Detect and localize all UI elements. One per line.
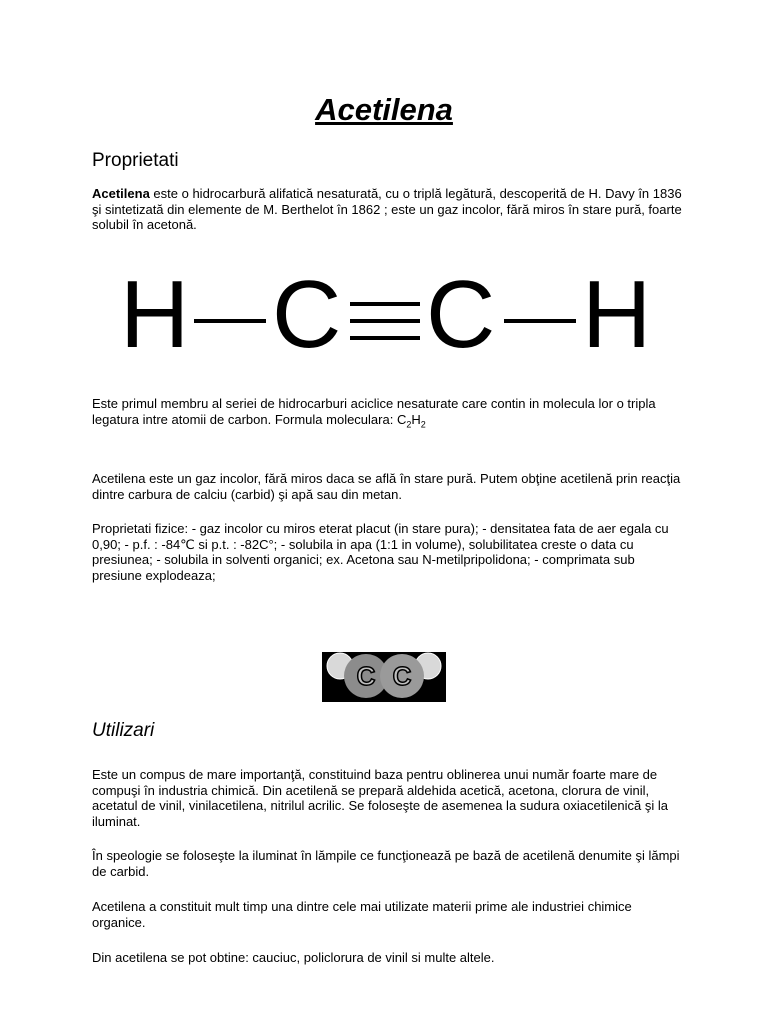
- space-filling-model-image: [322, 652, 446, 702]
- triple-bond-top: [350, 302, 420, 306]
- series-line-1: Este primul membru al seriei de hidrocarburi aciclice nesaturate care contin in molecula lor o: [92, 396, 624, 411]
- series-line-2: tripla legatura intre atomii de carbon.: [92, 396, 656, 427]
- intro-line-1-text: este o hidrocarbură alifatică nesaturată, cu o triplă legătură, descoperită de H.: [149, 186, 602, 201]
- uses-line: denumite şi lămpi de carbid.: [92, 848, 680, 879]
- atom-c-left: C: [272, 261, 342, 368]
- formula-sub-h: 2: [420, 419, 426, 430]
- acetylene-model-icon: [322, 652, 446, 702]
- model-c-right: C: [392, 661, 412, 691]
- intro-line-2: Davy în 1836 şi sintetizată din elemente de M. Berthelot în 1862 ; este un gaz incolor, fără: [92, 186, 682, 217]
- uses-paragraph-4: Din acetilena se pot obtine: cauciuc, policlorura de vinil si multe altele.: [92, 950, 495, 965]
- intro-paragraph: [92, 186, 682, 233]
- physical-item: - gaz incolor cu miros eterat placut (in stare pura);: [191, 521, 479, 536]
- physical-heading: Proprietati fizice:: [92, 521, 189, 536]
- gas-line-2: prin reacţia dintre carbura de calciu (carbid) şi apă sau din metan.: [92, 471, 681, 502]
- heading-proprietati: Proprietati: [92, 150, 179, 171]
- uses-line: În speologie se foloseşte la iluminat în lămpile ce funcţionează pe bază de acetilenă: [92, 848, 575, 863]
- triple-bond-middle: [350, 319, 420, 323]
- document-title: Acetilena: [315, 92, 453, 127]
- formula-sub-c: 2: [406, 419, 412, 430]
- physical-properties: [92, 521, 682, 583]
- formula-line: [274, 411, 426, 430]
- acetylene-structural-formula: [120, 261, 652, 368]
- gas-paragraph: [92, 471, 682, 502]
- uses-line: Acetilena a constituit mult timp una dintre cele mai utilizate materii prime ale industriei: [92, 899, 585, 914]
- physical-item: - solubila in apa (1:1 in volume), solubilitatea creste o data cu presiunea;: [92, 536, 634, 568]
- physical-item: - comprimata sub presiune explodeaza;: [92, 552, 635, 583]
- uses-line: clorura de vinil, acetatul de vinil, vinilacetilena, nitrilul acrilic. Se foloseşte de asemenea la: [92, 782, 650, 814]
- physical-item: - p.f. : -84℃ si p.t. : -82C°;: [124, 536, 278, 552]
- intro-line-3: miros în stare pură, foarte solubil în acetonă.: [92, 201, 682, 233]
- single-bond-right: [504, 319, 576, 323]
- atom-c-right: C: [426, 261, 496, 368]
- heading-utilizari: Utilizari: [92, 720, 155, 741]
- physical-item: - solubila in solventi organici; ex. Acetona sau N-metilpripolidona;: [156, 552, 531, 568]
- uses-paragraph-1: [92, 767, 682, 829]
- single-bond-left: [194, 319, 266, 323]
- uses-paragraph-2: [92, 848, 682, 879]
- physical-item: - densitatea fata de aer egala cu 0,90;: [92, 521, 669, 552]
- formula-label: Formula moleculara: C: [274, 411, 407, 427]
- atom-h-left: H: [120, 261, 190, 368]
- intro-bold-term: Acetilena: [92, 186, 150, 201]
- uses-line: sudura oxiacetilenică şi la iluminat.: [92, 798, 668, 829]
- uses-line: Este un compus de mare importanţă, constituind baza pentru oblinerea unui număr foarte: [92, 767, 606, 782]
- atom-h-right: H: [582, 261, 652, 368]
- intro-line-1: [92, 186, 601, 201]
- uses-line: chimice organice.: [92, 899, 632, 930]
- series-paragraph: [92, 396, 682, 433]
- gas-line-1: Acetilena este un gaz incolor, fără miros daca se află în stare pură. Putem obţine acetilenă: [92, 471, 613, 486]
- model-c-left: C: [356, 661, 376, 691]
- uses-line: mare de compuşi în industria chimică. Din acetilenă se prepară aldehida acetică, acetona,: [92, 767, 658, 798]
- triple-bond-bottom: [350, 336, 420, 340]
- uses-paragraph-3: [92, 899, 682, 930]
- formula-h: H: [411, 411, 421, 427]
